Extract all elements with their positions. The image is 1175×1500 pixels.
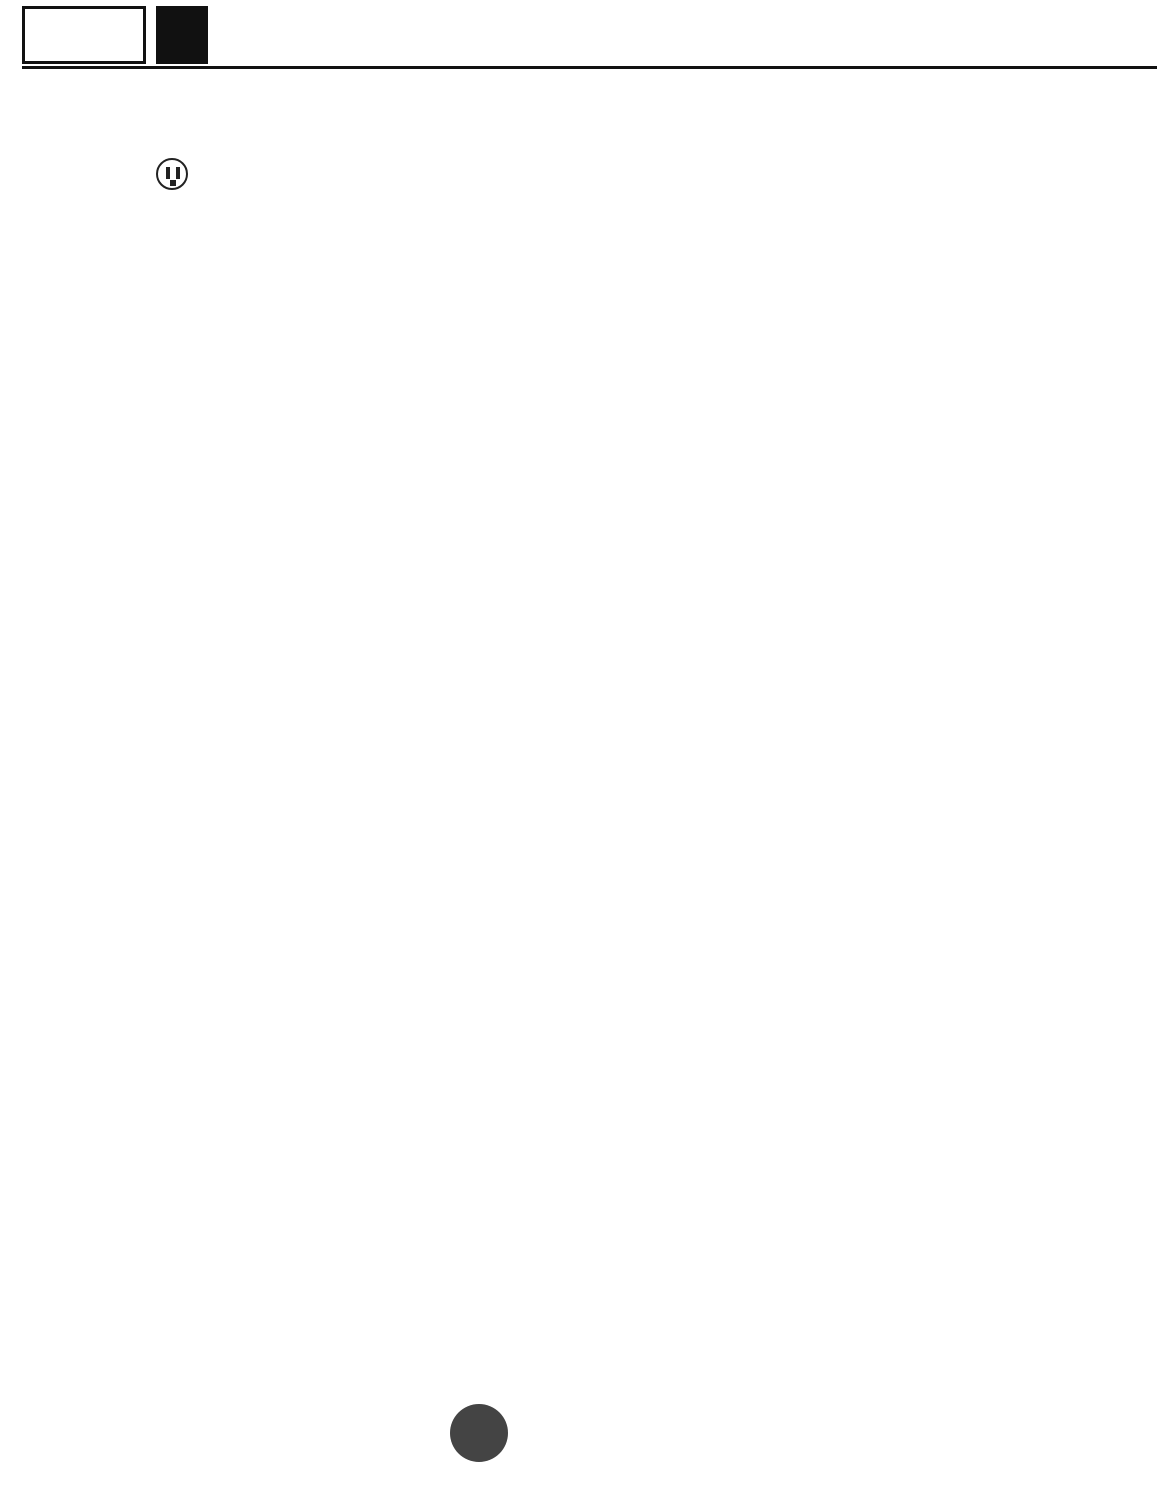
header-divider <box>22 66 1157 69</box>
nema-receptacle <box>137 158 207 196</box>
belden-logo <box>22 6 146 64</box>
relay-specialties-logo <box>450 1400 692 1482</box>
receptacle-icon <box>156 158 188 190</box>
globe-icon <box>450 1404 508 1462</box>
volex-logo <box>156 6 208 64</box>
